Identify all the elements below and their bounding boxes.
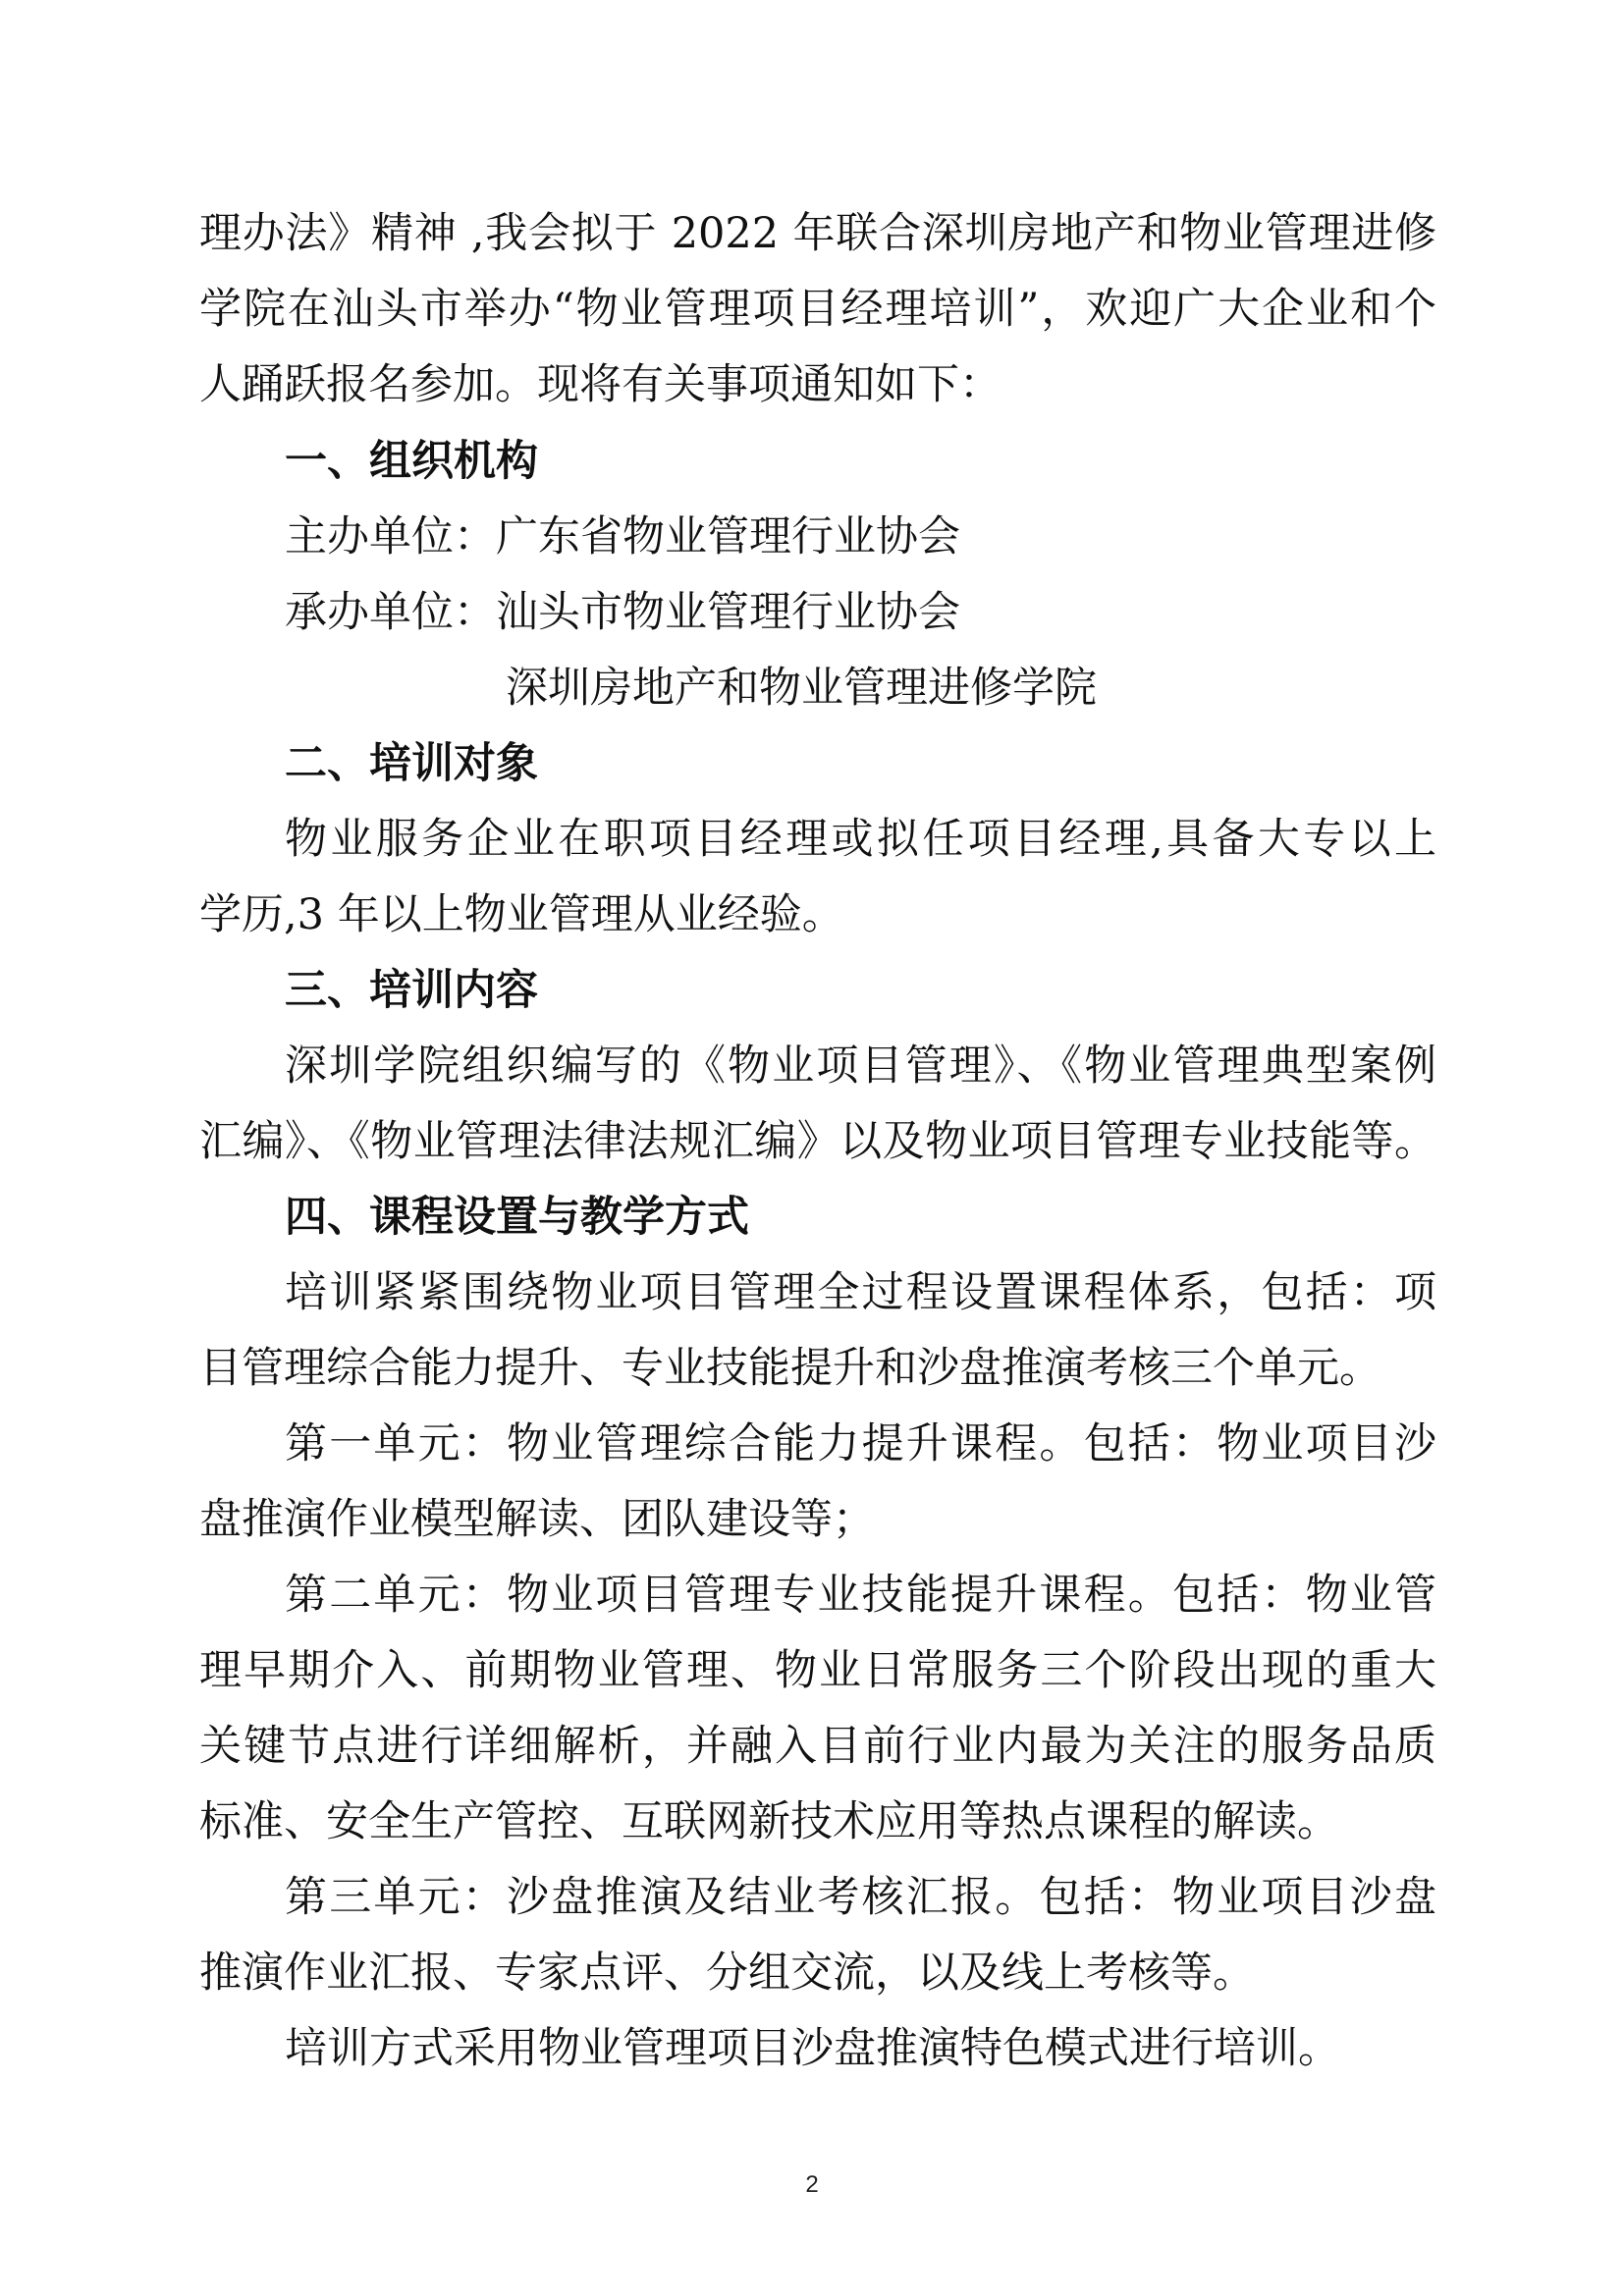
paragraph-line: 学院在汕头市举办“物业管理项目经理培训”，欢迎广大企业和个 <box>199 285 1436 334</box>
paragraph-line: 第二单元：物业项目管理专业技能提升课程。包括：物业管 <box>285 1571 1436 1620</box>
paragraph-line: 推演作业汇报、专家点评、分组交流，以及线上考核等。 <box>199 1949 1255 1998</box>
paragraph-line: 培训紧紧围绕物业项目管理全过程设置课程体系，包括：项 <box>285 1268 1436 1317</box>
page-number: 2 <box>805 2171 819 2198</box>
paragraph-line: 人踊跃报名参加。现将有关事项通知如下： <box>199 360 1001 409</box>
paragraph-line: 深圳学院组织编写的《物业项目管理》、《物业管理典型案例 <box>285 1041 1436 1091</box>
paragraph-line: 目管理综合能力提升、专业技能提升和沙盘推演考核三个单元。 <box>199 1344 1381 1393</box>
section-heading-content: 三、培训内容 <box>285 966 538 1015</box>
section-heading-courses: 四、课程设置与教学方式 <box>285 1193 749 1242</box>
paragraph-line: 物业服务企业在职项目经理或拟任项目经理,具备大专以上 <box>285 815 1436 864</box>
paragraph-line: 第一单元：物业管理综合能力提升课程。包括：物业项目沙 <box>285 1419 1436 1468</box>
paragraph-line: 盘推演作业模型解读、团队建设等； <box>199 1495 875 1544</box>
paragraph-line: 第三单元：沙盘推演及结业考核汇报。包括：物业项目沙盘 <box>285 1873 1436 1922</box>
organizer-line: 主办单位：广东省物业管理行业协会 <box>285 512 960 561</box>
section-heading-trainees: 二、培训对象 <box>285 739 538 788</box>
paragraph-line: 理办法》精神 ,我会拟于 2022 年联合深圳房地产和物业管理进修 <box>199 209 1436 258</box>
paragraph-line: 学历,3 年以上物业管理从业经验。 <box>199 890 844 939</box>
co-organizer-line-2: 深圳房地产和物业管理进修学院 <box>506 664 1097 713</box>
paragraph-line: 关键节点进行详细解析，并融入目前行业内最为关注的服务品质 <box>199 1722 1436 1771</box>
paragraph-line: 汇编》、《物业管理法律法规汇编》以及物业项目管理专业技能等。 <box>199 1117 1436 1166</box>
paragraph-line: 培训方式采用物业管理项目沙盘推演特色模式进行培训。 <box>285 2024 1340 2073</box>
section-heading-organization: 一、组织机构 <box>285 437 538 486</box>
paragraph-line: 标准、安全生产管控、互联网新技术应用等热点课程的解读。 <box>199 1797 1339 1846</box>
co-organizer-line: 承办单位：汕头市物业管理行业协会 <box>285 588 960 637</box>
paragraph-line: 理早期介入、前期物业管理、物业日常服务三个阶段出现的重大 <box>199 1646 1436 1695</box>
